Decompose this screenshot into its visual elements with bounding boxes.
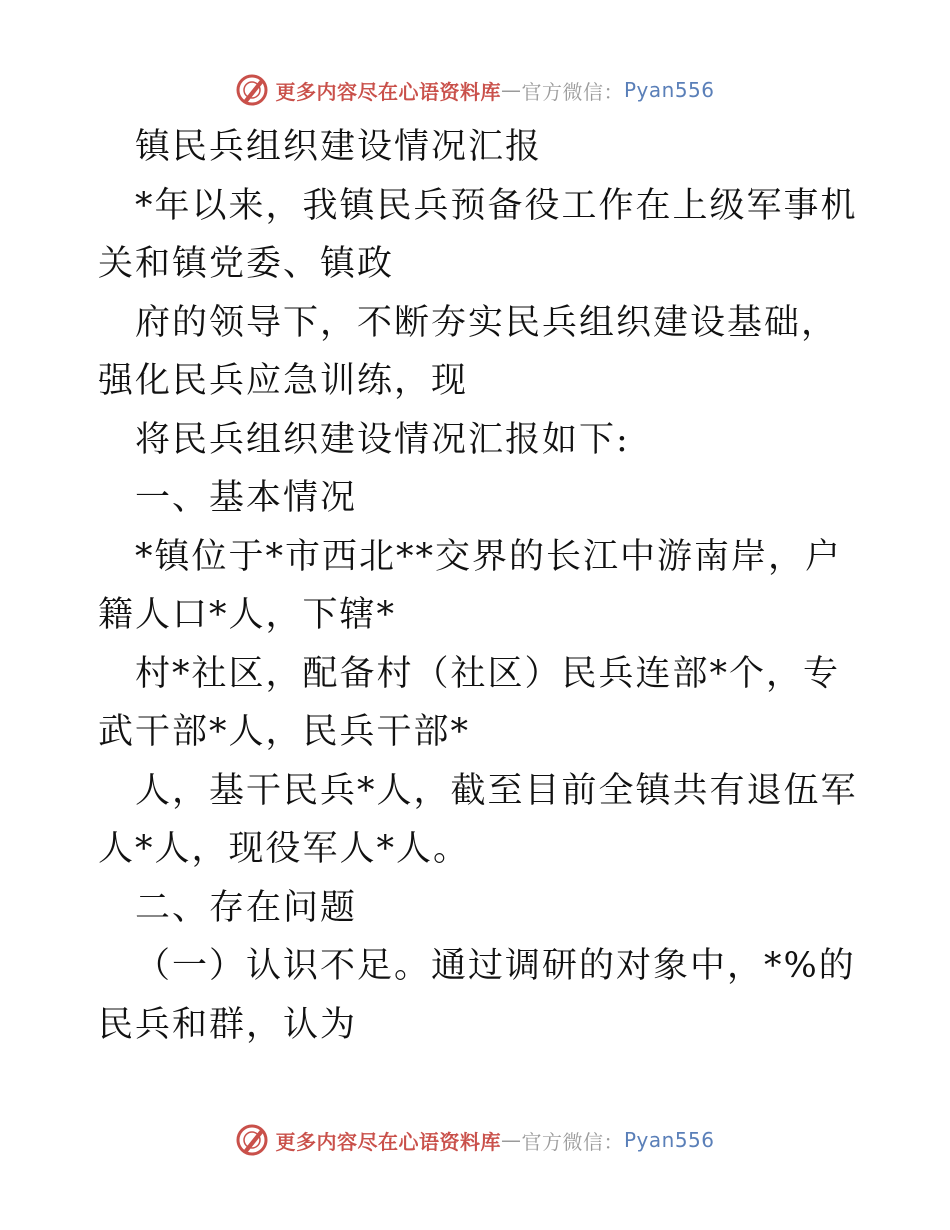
paragraph-line: *年以来，我镇民兵预备役工作在上级军事机关和镇党委、镇政 <box>98 185 858 284</box>
pen-circle-logo-icon <box>235 73 269 107</box>
watermark-site-name: 更多内容尽在心语资料库 <box>275 1129 501 1154</box>
watermark-text <box>275 1126 714 1155</box>
document-body <box>98 118 858 1054</box>
footer-watermark <box>0 1120 950 1160</box>
document-title: 镇民兵组织建设情况汇报 <box>135 127 543 167</box>
watermark-wechat-id: Pyan556 <box>623 1128 715 1152</box>
paragraph-line: 将民兵组织建设情况汇报如下: <box>135 419 630 460</box>
watermark-wechat-label: 官方微信： <box>521 79 624 104</box>
watermark-wechat-label: 官方微信： <box>521 1129 624 1154</box>
watermark-dash: — <box>500 1128 522 1152</box>
paragraph-line: （一）认识不足。通过调研的对象中，*%的民兵和群，认为 <box>98 946 856 1045</box>
section-heading-basic: 一、基本情况 <box>135 478 358 518</box>
paragraph-line: 府的领导下，不断夯实民兵组织建设基础，强化民兵应急训练，现 <box>98 302 839 401</box>
watermark-dash: — <box>500 78 522 102</box>
paragraph-line: *镇位于*市西北**交界的长江中游南岸，户籍人口*人，下辖* <box>98 536 843 635</box>
paragraph-line: 村*社区，配备村（社区）民兵连部*个，专武干部*人，民兵干部* <box>98 653 841 752</box>
watermark-text <box>275 76 714 105</box>
section-heading-problems: 二、存在问题 <box>135 887 358 928</box>
watermark-site-name: 更多内容尽在心语资料库 <box>275 79 501 104</box>
paragraph-line: 人，基干民兵*人，截至目前全镇共有退伍军人*人，现役军人*人。 <box>98 770 858 869</box>
watermark-wechat-id: Pyan556 <box>623 78 715 102</box>
pen-circle-logo-icon <box>235 1123 269 1157</box>
header-watermark <box>0 70 950 110</box>
